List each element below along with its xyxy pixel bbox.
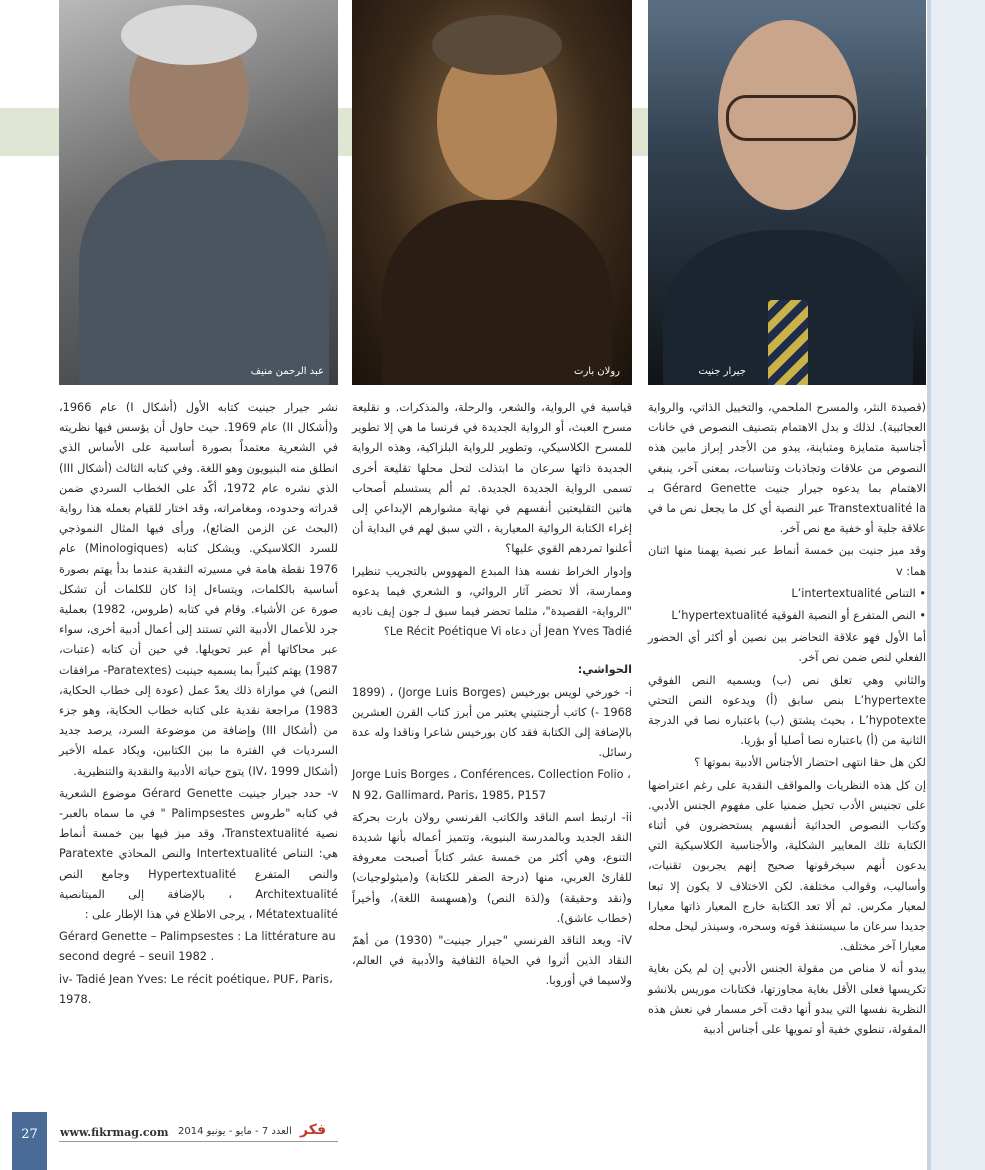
photo-abdelrahman-munif [59, 0, 338, 385]
magazine-logo: فكر [300, 1122, 327, 1138]
footnote: نشر جيرار جينيت كتابه الأول (أشكال I) عام 1966، و(أشكال II) عام 1969. حيث حاول أن يؤسس فيها نظريته في الشعرية معتمداً بصورة أساسية على الأساس الذي انطلق منه البنيويون وهو اللغة. وفي كتابه الثالث (أشكال III) الذي نشره عام 1972، أكّد على الخطاب السردي ضمن قدراته وحدوده، ومغامراته، وقد اختار للقيام بعمله هذا رواية (البحث عن الزمن الضائع)، ورأى فيها المثال النموذجي للسرد الكلاسيكي. ويشكل كتابه (Minologiques) عام 1976 نقطة هامة في مسيرته النقدية عندما بدأ يهتم بصورة أساسية بالكلمات، ويتساءل إذا كان للكلمات أن تشكل صورة عن الأشياء. وقام في كتابه (طروس، 1982) بعملية جرد للأعمال الأدبية التي تستند إلى أعمال أدبية أخرى، سواء عبر محاكاتها أم عبر تحويلها. في حين أن كتابه (عتبات، 1987) يهتم كثيراً بما يسميه جينيت (Paratextes- مرافقات النص) في موازاة ذلك يعدّ عمل (عودة إلى خطاب الحكاية، 1983) مراجعة نقدية على كتابه خطاب الحكاية، وهو جزء من (أشكال III) وإضافة من موضوعة السرد، يرصد جديد السرديات في الفترة ما بين الكتابين، ويكاد عمله الأخير (أشكال IV، 1999) يتوج حياته الأدبية والنقدية والتنظيرية. [59, 401, 338, 778]
photo-caption: جيرار جنيت [698, 366, 746, 377]
footnote: v- حدد جيرار جينيت Gérard Genette موضوع الشعرية في كتابه "طروس Palimpsestes " في ما سماه بالعبر- نصية Transtextualité، وقد ميز فيها بين خمسة أنماط هي: التناص Intertextualité والنص المحاذي Paratexte والنص المتفرع Hypertextualité وجامع النص Architextualité ، بالإضافة إلى الميتانصية Métatextualité ، يرجى الاطلاع في هذا الإطار على : [59, 786, 339, 922]
footnote-reference: Jorge Luis Borges ، Conférences، Collection Folio ، N 92، Gallimard، Paris، 1985، P157 [352, 768, 631, 802]
footnote: ii- ارتبط اسم الناقد والكاتب الفرنسي رولان بارت بحركة النقد الجديد وبالمدرسة البنيوية، وتتميز أعماله بأنها شديدة التنوع، وهي أكثر من خمسة عشر كتاباً أصبحت معروفة للقارئ العربي، منها (درجة الصفر للكتابة) و(ميثولوجيات) و(نقد وحقيقة) و(لذة النص) و(هسهسة اللغة)، وأخيراً (خطاب عاشق). [352, 810, 632, 925]
article-column-left [59, 398, 338, 1012]
paragraph: (قصيدة النثر، والمسرح الملحمي، والتخييل الذاتي، والرواية العجائبية). لذلك و بدل الاهتمام بتصنيف النصوص في خانات أجناسية متمايزة ومتباينة، يبدو من الأجدر إبراز مابين هذه النصوص من علاقات وتجاذبات وتناسبات، بمعنى آخر، ينبغي الاهتمام بما يدعوه جيرار جنيت Gérard Genette بـ Transtextualité la عبر النصية أي كل ما يجعل نص ما في علاقة جلية أو خفية مع نص آخر. [648, 401, 927, 536]
paragraph: وقد ميز جنيت بين خمسة أنماط عبر نصية يهمنا منها اثنان هما: v [648, 544, 926, 578]
issue-info: العدد 7 - مايو - يونيو 2014 [178, 1126, 292, 1137]
paragraph: والثاني وهي تعلق نص (ب) ويسميه النص الفوقي L’hypertexte بنص سابق (أ) ويدعوه النص التحتي L’hypotexte ، بحيث يشتق (ب) باعتباره نصا في الدرجة الثانية من (أ) باعتباره نصا أصليا أو بؤريا. [648, 673, 926, 748]
footnote-reference: iv- Tadié Jean Yves: Le récit poétique، PUF، Paris، 1978. [59, 972, 333, 1006]
bullet-item: • النص المتفرع أو النصية الفوقية L’hypertextualité [648, 606, 926, 626]
footnote: i- خورخي لويس بورخيس (Jorge Luis Borges) ، (1899 - 1968) كاتب أرجنتيني يعتبر من أبرز كتاب القرن العشرين بالإضافة إلى الكتابة فقد كان بورخيس شاعرا وناقدا وله عدة رسائل. [352, 685, 632, 760]
footnote: iV- ويعد الناقد الفرنسي "جيرار جينيت" (1930) من أهمّ النقاد الذين أثروا في الحياة الثقافية والأدبية في العالم، ولاسيما في أوروبا. [352, 934, 632, 988]
portrait-body [79, 160, 329, 385]
portrait-glasses [726, 95, 856, 141]
portrait-hair [432, 15, 562, 75]
page-number: 27 [12, 1112, 47, 1170]
website-link[interactable]: www.fikrmag.com [60, 1126, 169, 1139]
paragraph: إن كل هذه النظريات والمواقف النقدية على رغم اعتراضها على تجنيس الأدب تحيل ضمنيا على مفهوم الجنس الأدبي. وكتاب النصوص الحداثية أنفسهم يستحضرون في أثناء الكتابة تلك المعايير الشكلية، والأجناسية الكلاسيكية التي يدعون أنهم سيخرقونها صحيح إنهم يجربون تقنيات، وأساليب، وقوالب مختلفة. لكن الاختلاف لا يكون إلا تبعا لمعيار مكرس. ثم ألا تعد الكتابة خارج المعيار ذاتها معيارا جديدا سرعان ما سيستنفذ قوته وسحره، وسينذر ليحل محله معيارا آخر مختلف. [648, 778, 926, 954]
footer-divider [59, 1141, 338, 1142]
paragraph: وإدوار الخراط نفسه هذا المبدع المهووس بالتجريب تنظيرا وممارسة، ألا تحضر آثار الروائي، و الشعري فيما يدعوه "الرواية- القصيدة"، مثلما تحضر فيما سبق لـ جون إيف ناديه Jean Yves Tadié أن دعاه Le Récit Poétique Vi؟ [352, 564, 632, 639]
paragraph: لكن هل حقا انتهى احتضار الأجناس الأدبية بموتها ؟ [694, 756, 926, 770]
footnotes-heading: الحواشي: [577, 663, 632, 677]
article-column-middle [352, 398, 632, 994]
photo-caption: رولان بارت [574, 366, 620, 377]
portrait-tie [768, 300, 808, 385]
paragraph: يبدو أنه لا مناص من مقولة الجنس الأدبي إن لم يكن بغاية تكريسها فعلى الأقل بغاية مجاوزتها، فكتابات موريس بلانشو النظرية نفسها التي يبدو أنها دقت آخر مسمار في نعش هذه المقولة، تنطوي خفية أو تمويها على أجناس أدبية [648, 962, 926, 1037]
article-column-right [648, 398, 926, 1042]
paragraph: أما الأول فهو علاقة التحاضر بين نصين أو أكثر أي الحضور الفعلي لنص ضمن نص آخر. [648, 631, 926, 665]
photo-gerard-genette [648, 0, 926, 385]
footnote-reference: Gérard Genette – Palimpsestes : La littérature au second degré – seuil 1982 . [59, 930, 336, 964]
bullet-item: • التناص L’intertextualité [648, 584, 926, 604]
right-margin-band [927, 0, 985, 1170]
portrait-hair [121, 5, 257, 65]
portrait-body [382, 200, 612, 385]
photo-caption: عبد الرحمن منيف [250, 366, 324, 377]
margin-stripe [927, 0, 931, 1170]
photo-roland-barthes [352, 0, 632, 385]
paragraph: قياسية في الرواية، والشعر، والرحلة، والمذكرات. و نقليعة مسرح العبث، أو الرواية الجديدة في فرنسا ما هي إلا تطوير للمسرح الكلاسيكي، وتطوير للرواية البلزاكية، وهذه الرواية الجديدة ذاتها سرعان ما ابتذلت لتحل محلها تقليعة أخرى تسمى الرواية الجديدة الجديدة. ثم ألم يستسلم أصحاب هاتين التقليعتين أنفسهم في نهاية مشوارهم الإبداعي إلى إغراء الكتابة الروائية المعيارية ، التي سبق لهم في البداية أن أعلنوا تمردهم القوي عليها؟ [352, 401, 632, 556]
